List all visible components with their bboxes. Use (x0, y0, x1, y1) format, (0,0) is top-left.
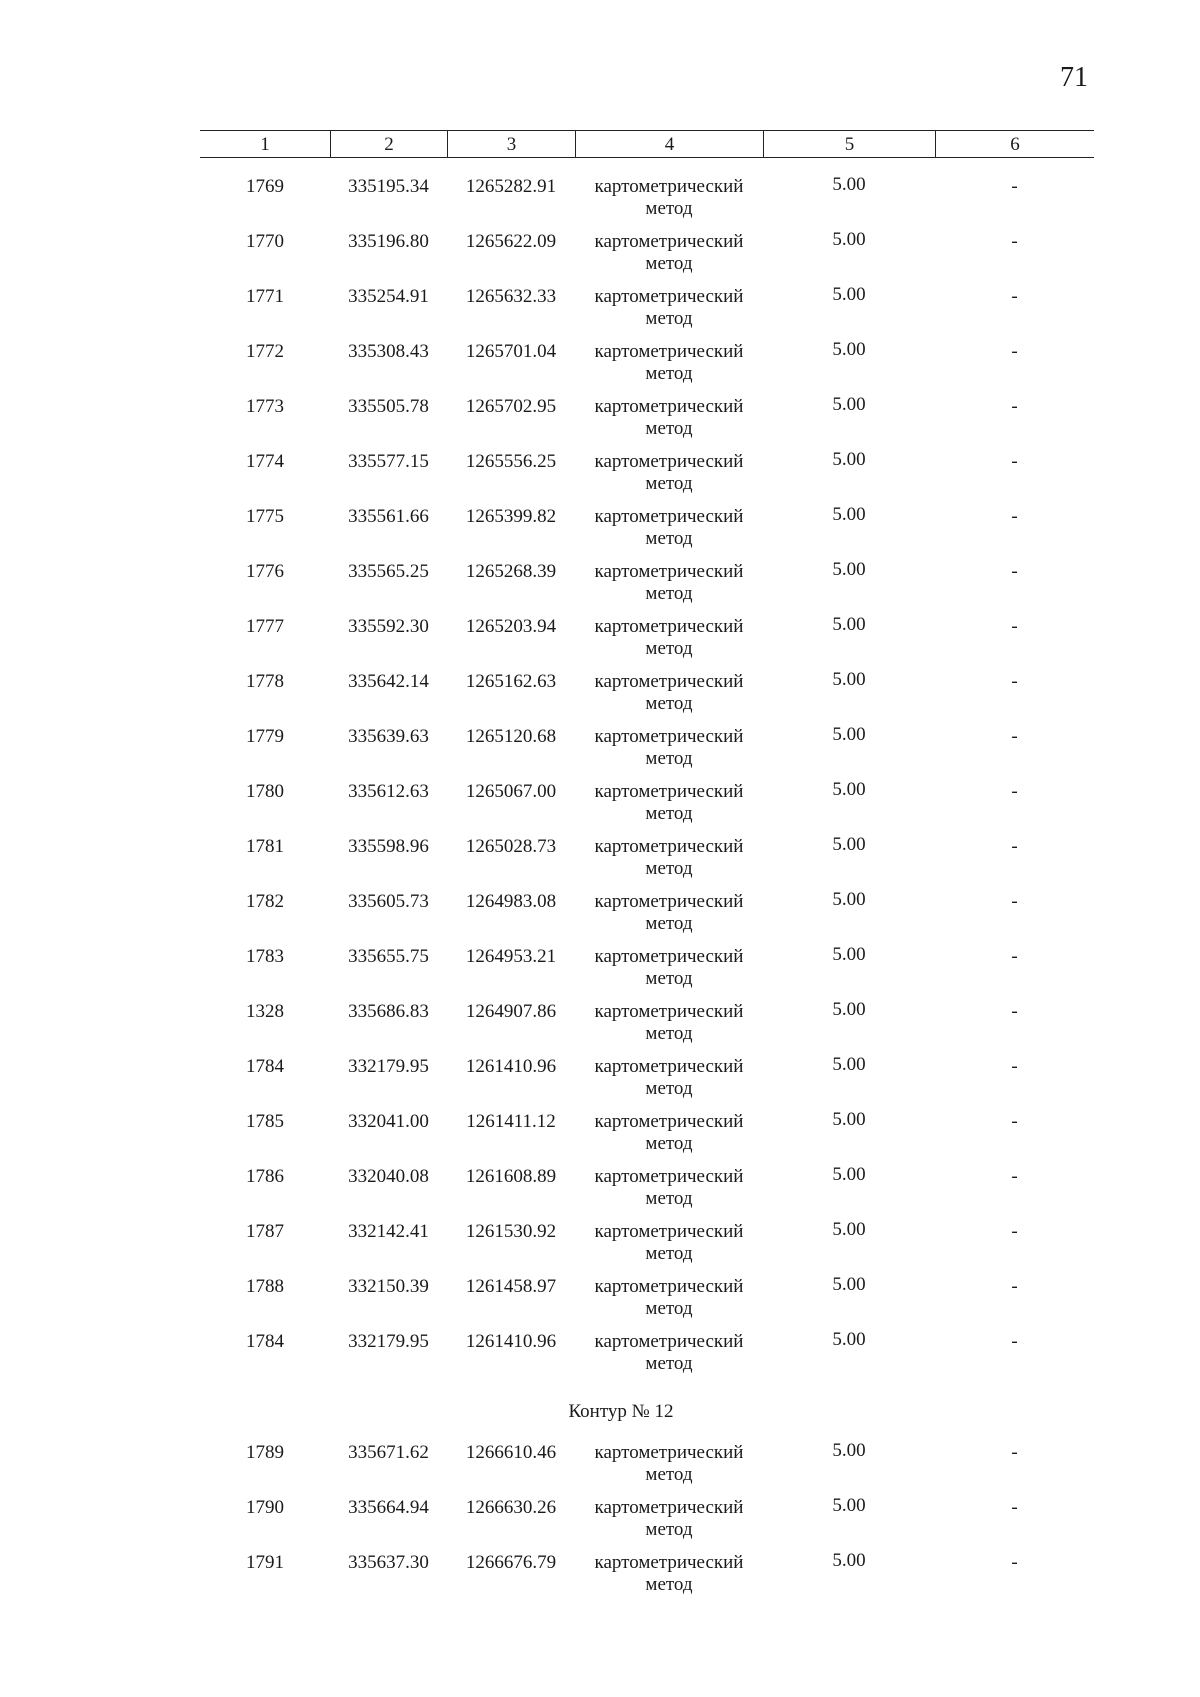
point-id-cell: 1784 (246, 1331, 284, 1352)
method-line-2: метод (645, 473, 693, 494)
method-line-2: метод (645, 693, 693, 714)
coord-y-cell: 1265067.00 (465, 781, 557, 802)
method-line-2: метод (645, 858, 693, 879)
coord-x-cell: 335605.73 (348, 891, 429, 912)
coord-x-cell: 332041.00 (348, 1111, 429, 1132)
method-line-2: метод (645, 1353, 693, 1374)
point-id-cell: 1781 (246, 836, 284, 857)
accuracy-cell: 5.00 (832, 339, 866, 360)
method-line-1: картометрический (594, 451, 744, 472)
table-row (200, 1158, 1094, 1213)
coord-y-cell: 1261410.96 (465, 1331, 557, 1352)
note-cell: - (1011, 1552, 1018, 1573)
accuracy-cell: 5.00 (832, 1219, 866, 1240)
method-line-1: картометрический (594, 1276, 744, 1297)
method-cell (575, 773, 763, 828)
coord-x-cell: 332150.39 (348, 1276, 429, 1297)
coord-y-cell: 1264953.21 (465, 946, 557, 967)
coord-y-cell: 1261410.96 (465, 1056, 557, 1077)
note-cell: - (1011, 1276, 1018, 1297)
note-cell: - (1011, 1111, 1018, 1132)
table-row (200, 1048, 1094, 1103)
coord-x-cell: 335612.63 (348, 781, 429, 802)
coord-x-cell: 335308.43 (348, 341, 429, 362)
coord-x-cell: 335642.14 (348, 671, 429, 692)
table-row (200, 1213, 1094, 1268)
method-line-1: картометрический (594, 561, 744, 582)
accuracy-cell: 5.00 (832, 889, 866, 910)
accuracy-cell: 5.00 (832, 559, 866, 580)
note-cell: - (1011, 836, 1018, 857)
point-id-cell: 1774 (246, 451, 284, 472)
coord-y-cell: 1264983.08 (465, 891, 557, 912)
method-line-2: метод (645, 198, 693, 219)
accuracy-cell: 5.00 (832, 174, 866, 195)
coord-y-cell: 1261530.92 (465, 1221, 557, 1242)
point-id-cell: 1791 (246, 1552, 284, 1573)
note-cell: - (1011, 946, 1018, 967)
point-id-cell: 1771 (246, 286, 284, 307)
table-row (200, 608, 1094, 663)
accuracy-cell: 5.00 (832, 229, 866, 250)
method-line-1: картометрический (594, 1166, 744, 1187)
method-cell (575, 1489, 763, 1544)
coord-x-cell: 335637.30 (348, 1552, 429, 1573)
header-col-4: 4 (575, 131, 763, 158)
method-cell (575, 553, 763, 608)
method-line-2: метод (645, 1078, 693, 1099)
table-row (200, 443, 1094, 498)
accuracy-cell: 5.00 (832, 1274, 866, 1295)
coord-x-cell: 332179.95 (348, 1056, 429, 1077)
method-line-2: метод (645, 253, 693, 274)
note-cell: - (1011, 451, 1018, 472)
coord-x-cell: 332179.95 (348, 1331, 429, 1352)
table-body-b (200, 1434, 1094, 1599)
method-line-1: картометрический (594, 1552, 744, 1573)
coord-x-cell: 335577.15 (348, 451, 429, 472)
coord-x-cell: 335254.91 (348, 286, 429, 307)
method-line-1: картометрический (594, 1331, 744, 1352)
header-col-3: 3 (447, 131, 575, 158)
accuracy-cell: 5.00 (832, 999, 866, 1020)
table-row (200, 168, 1094, 223)
table-row (200, 1323, 1094, 1378)
method-line-2: метод (645, 913, 693, 934)
method-cell (575, 443, 763, 498)
method-line-1: картометрический (594, 836, 744, 857)
method-line-1: картометрический (594, 946, 744, 967)
point-id-cell: 1770 (246, 231, 284, 252)
note-cell: - (1011, 176, 1018, 197)
note-cell: - (1011, 1331, 1018, 1352)
coord-x-cell: 332142.41 (348, 1221, 429, 1242)
method-cell (575, 993, 763, 1048)
header-col-1: 1 (260, 133, 270, 155)
coord-x-cell: 335196.80 (348, 231, 429, 252)
accuracy-cell: 5.00 (832, 1440, 866, 1461)
point-id-cell: 1784 (246, 1056, 284, 1077)
method-cell (575, 498, 763, 553)
table-row (200, 938, 1094, 993)
coord-y-cell: 1265622.09 (465, 231, 557, 252)
method-line-2: метод (645, 748, 693, 769)
note-cell: - (1011, 671, 1018, 692)
accuracy-cell: 5.00 (832, 614, 866, 635)
table-row (200, 1103, 1094, 1158)
method-cell (575, 168, 763, 223)
accuracy-cell: 5.00 (832, 1495, 866, 1516)
coord-y-cell: 1261458.97 (465, 1276, 557, 1297)
coord-y-cell: 1265556.25 (465, 451, 557, 472)
coord-x-cell: 335565.25 (348, 561, 429, 582)
accuracy-cell: 5.00 (832, 1164, 866, 1185)
coord-y-cell: 1265282.91 (465, 176, 557, 197)
note-cell: - (1011, 1056, 1018, 1077)
point-id-cell: 1779 (246, 726, 284, 747)
method-line-2: метод (645, 1519, 693, 1540)
table-row (200, 1434, 1094, 1489)
coord-x-cell: 335671.62 (348, 1442, 429, 1463)
method-line-2: метод (645, 1188, 693, 1209)
method-line-1: картометрический (594, 616, 744, 637)
table-row (200, 773, 1094, 828)
accuracy-cell: 5.00 (832, 394, 866, 415)
header-col-6: 6 (935, 131, 1094, 158)
note-cell: - (1011, 396, 1018, 417)
point-id-cell: 1777 (246, 616, 284, 637)
accuracy-cell: 5.00 (832, 669, 866, 690)
method-line-2: метод (645, 1464, 693, 1485)
method-line-1: картометрический (594, 1001, 744, 1022)
coord-y-cell: 1265702.95 (465, 396, 557, 417)
accuracy-cell: 5.00 (832, 504, 866, 525)
table-row (200, 498, 1094, 553)
point-id-cell: 1788 (246, 1276, 284, 1297)
method-line-2: метод (645, 638, 693, 659)
table-row (200, 993, 1094, 1048)
method-line-1: картометрический (594, 506, 744, 527)
point-id-cell: 1789 (246, 1442, 284, 1463)
note-cell: - (1011, 1497, 1018, 1518)
table-row (200, 333, 1094, 388)
method-cell (575, 1103, 763, 1158)
table-row (200, 718, 1094, 773)
point-id-cell: 1790 (246, 1497, 284, 1518)
point-id-cell: 1783 (246, 946, 284, 967)
note-cell: - (1011, 1221, 1018, 1242)
method-line-2: метод (645, 1023, 693, 1044)
accuracy-cell: 5.00 (832, 1329, 866, 1350)
method-line-2: метод (645, 418, 693, 439)
coord-y-cell: 1264907.86 (465, 1001, 557, 1022)
method-line-2: метод (645, 1574, 693, 1595)
note-cell: - (1011, 286, 1018, 307)
coord-x-cell: 335686.83 (348, 1001, 429, 1022)
method-line-2: метод (645, 528, 693, 549)
coord-x-cell: 335561.66 (348, 506, 429, 527)
method-line-1: картометрический (594, 891, 744, 912)
table-header (200, 130, 1094, 158)
accuracy-cell: 5.00 (832, 724, 866, 745)
accuracy-cell: 5.00 (832, 1550, 866, 1571)
coord-y-cell: 1265399.82 (465, 506, 557, 527)
method-line-2: метод (645, 1243, 693, 1264)
header-col-5: 5 (763, 131, 935, 158)
method-line-1: картометрический (594, 176, 744, 197)
table-row (200, 223, 1094, 278)
point-id-cell: 1786 (246, 1166, 284, 1187)
coord-y-cell: 1261608.89 (465, 1166, 557, 1187)
method-line-1: картометрический (594, 671, 744, 692)
method-cell (575, 1544, 763, 1599)
method-cell (575, 608, 763, 663)
method-cell (575, 223, 763, 278)
header-col-2: 2 (330, 131, 447, 158)
point-id-cell: 1769 (246, 176, 284, 197)
method-line-2: метод (645, 968, 693, 989)
method-line-1: картометрический (594, 1111, 744, 1132)
table-row (200, 1544, 1094, 1599)
table-row (200, 1268, 1094, 1323)
method-line-2: метод (645, 803, 693, 824)
method-cell (575, 333, 763, 388)
note-cell: - (1011, 1442, 1018, 1463)
coordinates-table (200, 130, 1094, 1599)
method-cell (575, 1048, 763, 1103)
method-line-1: картометрический (594, 726, 744, 747)
point-id-cell: 1785 (246, 1111, 284, 1132)
point-id-cell: 1775 (246, 506, 284, 527)
coord-y-cell: 1265268.39 (465, 561, 557, 582)
method-line-2: метод (645, 1298, 693, 1319)
coord-y-cell: 1265028.73 (465, 836, 557, 857)
coord-y-cell: 1266630.26 (465, 1497, 557, 1518)
point-id-cell: 1772 (246, 341, 284, 362)
method-cell (575, 1268, 763, 1323)
accuracy-cell: 5.00 (832, 1109, 866, 1130)
method-line-2: метод (645, 308, 693, 329)
section-title-text: Контур № 12 (568, 1401, 674, 1422)
point-id-cell: 1776 (246, 561, 284, 582)
method-line-2: метод (645, 363, 693, 384)
table-row (200, 278, 1094, 333)
coord-x-cell: 335592.30 (348, 616, 429, 637)
table-body-a (200, 168, 1094, 1378)
coord-y-cell: 1265203.94 (465, 616, 557, 637)
method-cell (575, 1158, 763, 1213)
method-cell (575, 1323, 763, 1378)
note-cell: - (1011, 561, 1018, 582)
method-line-2: метод (645, 1133, 693, 1154)
method-line-1: картометрический (594, 1442, 744, 1463)
method-line-1: картометрический (594, 781, 744, 802)
coord-y-cell: 1266676.79 (465, 1552, 557, 1573)
method-line-2: метод (645, 583, 693, 604)
note-cell: - (1011, 506, 1018, 527)
note-cell: - (1011, 891, 1018, 912)
method-line-1: картометрический (594, 1221, 744, 1242)
method-line-1: картометрический (594, 396, 744, 417)
accuracy-cell: 5.00 (832, 449, 866, 470)
point-id-cell: 1328 (246, 1001, 284, 1022)
note-cell: - (1011, 341, 1018, 362)
table-row (200, 663, 1094, 718)
coord-x-cell: 335639.63 (348, 726, 429, 747)
method-line-1: картометрический (594, 1497, 744, 1518)
accuracy-cell: 5.00 (832, 944, 866, 965)
section-title (200, 1378, 1094, 1434)
point-id-cell: 1773 (246, 396, 284, 417)
note-cell: - (1011, 726, 1018, 747)
method-line-1: картометрический (594, 341, 744, 362)
page-number: 71 (1060, 62, 1088, 93)
note-cell: - (1011, 231, 1018, 252)
coord-y-cell: 1265162.63 (465, 671, 557, 692)
method-cell (575, 663, 763, 718)
coord-x-cell: 332040.08 (348, 1166, 429, 1187)
point-id-cell: 1780 (246, 781, 284, 802)
method-cell (575, 883, 763, 938)
coord-y-cell: 1266610.46 (465, 1442, 557, 1463)
coord-y-cell: 1261411.12 (466, 1111, 556, 1132)
point-id-cell: 1782 (246, 891, 284, 912)
table-row (200, 1489, 1094, 1544)
accuracy-cell: 5.00 (832, 779, 866, 800)
coord-y-cell: 1265120.68 (465, 726, 557, 747)
coord-x-cell: 335664.94 (348, 1497, 429, 1518)
coord-x-cell: 335655.75 (348, 946, 429, 967)
method-cell (575, 388, 763, 443)
method-line-1: картометрический (594, 231, 744, 252)
table-row (200, 388, 1094, 443)
method-cell (575, 938, 763, 993)
table-row (200, 883, 1094, 938)
point-id-cell: 1778 (246, 671, 284, 692)
note-cell: - (1011, 616, 1018, 637)
method-cell (575, 1434, 763, 1489)
method-line-1: картометрический (594, 286, 744, 307)
note-cell: - (1011, 1001, 1018, 1022)
accuracy-cell: 5.00 (832, 1054, 866, 1075)
method-cell (575, 718, 763, 773)
coord-y-cell: 1265632.33 (465, 286, 557, 307)
note-cell: - (1011, 781, 1018, 802)
method-cell (575, 1213, 763, 1268)
accuracy-cell: 5.00 (832, 834, 866, 855)
note-cell: - (1011, 1166, 1018, 1187)
coord-x-cell: 335195.34 (348, 176, 429, 197)
coord-y-cell: 1265701.04 (465, 341, 557, 362)
coord-x-cell: 335505.78 (348, 396, 429, 417)
table-row (200, 828, 1094, 883)
coord-x-cell: 335598.96 (348, 836, 429, 857)
method-cell (575, 278, 763, 333)
point-id-cell: 1787 (246, 1221, 284, 1242)
method-cell (575, 828, 763, 883)
accuracy-cell: 5.00 (832, 284, 866, 305)
table-row (200, 553, 1094, 608)
method-line-1: картометрический (594, 1056, 744, 1077)
